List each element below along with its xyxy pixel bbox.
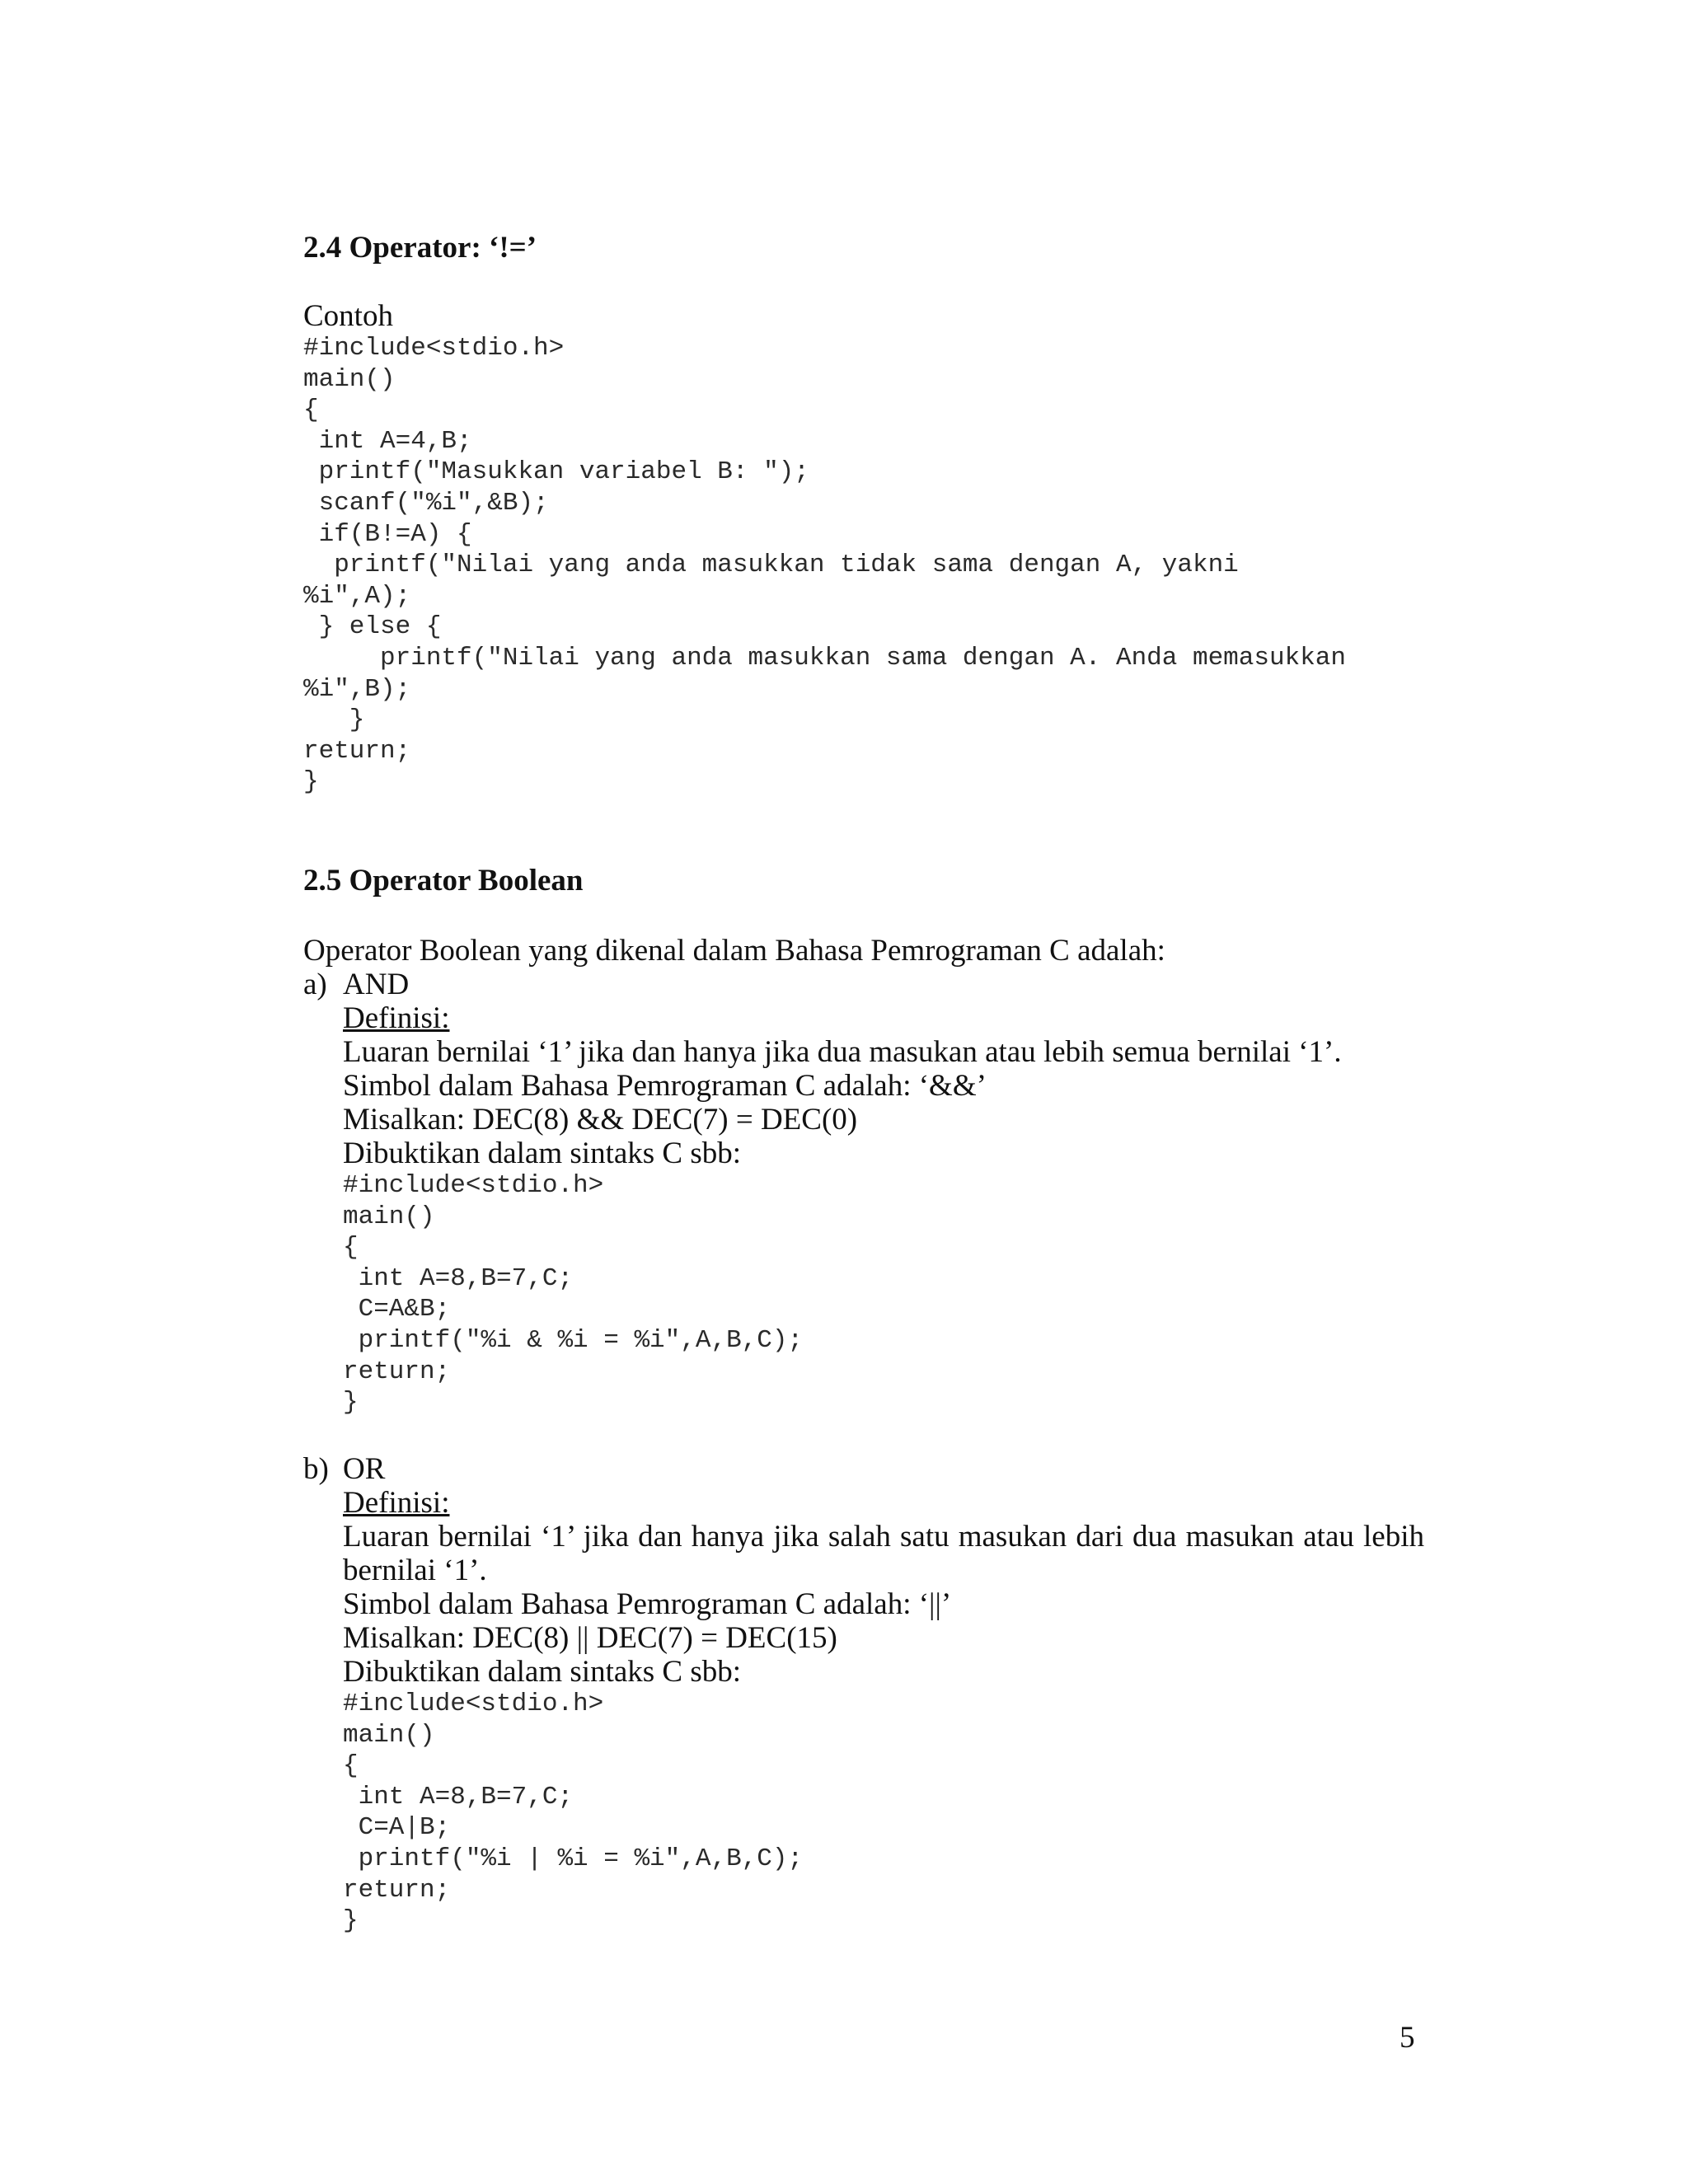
list-item-or bbox=[303, 1452, 1424, 1937]
code-block-or: #include<stdio.h> main() { int A=8,B=7,C; C=A|B; printf("%i | %i = %i",A,B,C); return; } bbox=[343, 1690, 804, 1936]
item-title-or: OR bbox=[343, 1452, 386, 1486]
symbol-text-and: Simbol dalam Bahasa Pemrograman C adalah: ‘&&’ bbox=[343, 1069, 987, 1103]
section-heading-2-5: 2.5 Operator Boolean bbox=[303, 864, 584, 898]
boolean-intro: Operator Boolean yang dikenal dalam Bahasa Pemrograman C adalah: bbox=[303, 934, 1165, 968]
proof-text-and: Dibuktikan dalam sintaks C sbb: bbox=[343, 1137, 742, 1170]
list-item-and bbox=[303, 968, 1424, 1418]
list-marker-a: a) bbox=[303, 968, 327, 1001]
proof-text-or: Dibuktikan dalam sintaks C sbb: bbox=[343, 1655, 742, 1689]
code-block-not-equal: #include<stdio.h> main() { int A=4,B; printf("Masukkan variabel B: "); scanf("%i",&B); if(B!=A) { printf("Nilai yang anda masukkan tidak sama dengan A, yakni %i",A); } else { printf("Nilai yang anda masukkan sama dengan A. Anda memasukkan %i",B); } return; } bbox=[303, 334, 1347, 797]
example-label: Contoh bbox=[303, 299, 393, 333]
definition-text-and: Luaran bernilai ‘1’ jika dan hanya jika dua masukan atau lebih semua bernilai ‘1’. bbox=[343, 1035, 1342, 1069]
section-heading-2-4: 2.4 Operator: ‘!=’ bbox=[303, 231, 537, 265]
definition-label-and: Definisi: bbox=[343, 1001, 450, 1035]
item-title-and: AND bbox=[343, 968, 410, 1001]
page-number: 5 bbox=[1400, 2021, 1415, 2055]
code-block-and: #include<stdio.h> main() { int A=8,B=7,C; C=A&B; printf("%i & %i = %i",A,B,C); return; } bbox=[343, 1171, 804, 1418]
symbol-text-or: Simbol dalam Bahasa Pemrograman C adalah: ‘||’ bbox=[343, 1587, 952, 1621]
example-text-or: Misalkan: DEC(8) || DEC(7) = DEC(15) bbox=[343, 1621, 837, 1655]
definition-text-or: Luaran bernilai ‘1’ jika dan hanya jika salah satu masukan dari dua masukan atau lebih bernilai ‘1’. bbox=[343, 1520, 1424, 1587]
list-marker-b: b) bbox=[303, 1452, 329, 1486]
definition-label-or: Definisi: bbox=[343, 1486, 450, 1520]
example-text-and: Misalkan: DEC(8) && DEC(7) = DEC(0) bbox=[343, 1103, 858, 1137]
